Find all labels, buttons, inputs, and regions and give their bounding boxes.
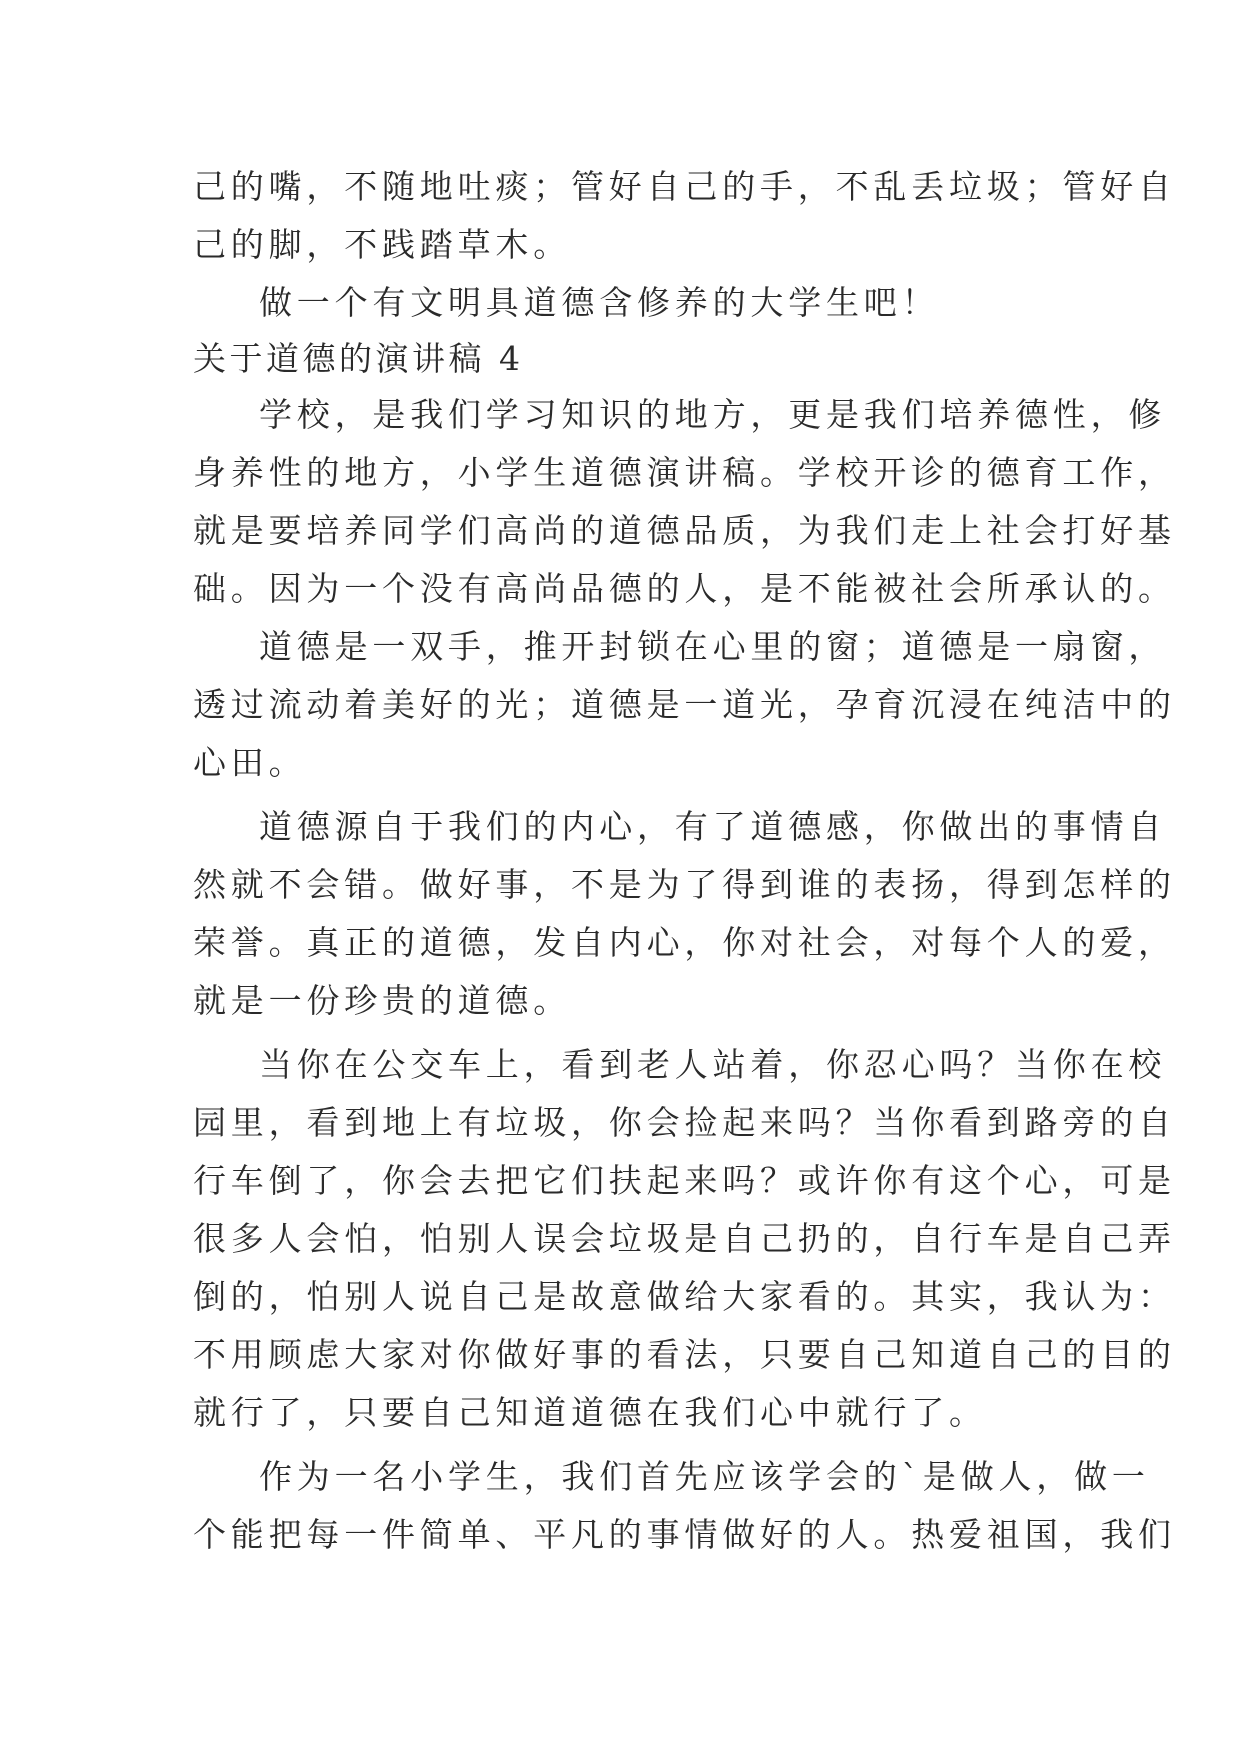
- text-line: 础。因为一个没有高尚品德的人，是不能被社会所承认的。: [193, 569, 1176, 608]
- text-line: 当你在公交车上，看到老人站着，你忍心吗？当你在校: [259, 1045, 1167, 1084]
- text-line: 己的嘴，不随地吐痰；管好自己的手，不乱丢垃圾；管好自: [193, 167, 1176, 206]
- text-line: 道德源自于我们的内心，有了道德感，你做出的事情自: [259, 807, 1167, 846]
- text-line: 不用顾虑大家对你做好事的看法，只要自己知道自己的目的: [193, 1335, 1176, 1374]
- text-line: 心田。: [193, 743, 307, 782]
- text-line: 学校，是我们学习知识的地方，更是我们培养德性，修: [259, 395, 1167, 434]
- text-line: 就是要培养同学们高尚的道德品质，为我们走上社会打好基: [193, 511, 1176, 550]
- text-line: 就是一份珍贵的道德。: [193, 981, 571, 1020]
- text-line: 道德是一双手，推开封锁在心里的窗；道德是一扇窗，: [259, 627, 1167, 666]
- text-line: 做一个有文明具道德含修养的大学生吧！: [259, 283, 940, 322]
- text-line: 行车倒了，你会去把它们扶起来吗？或许你有这个心，可是: [193, 1161, 1176, 1200]
- text-line: 就行了，只要自己知道道德在我们心中就行了。: [193, 1393, 987, 1432]
- text-line: 倒的，怕别人说自己是故意做给大家看的。其实，我认为：: [193, 1277, 1176, 1316]
- document-page: [193, 158, 1176, 1564]
- text-line: 园里，看到地上有垃圾，你会捡起来吗？当你看到路旁的自: [193, 1103, 1176, 1142]
- text-line: 然就不会错。做好事，不是为了得到谁的表扬，得到怎样的: [193, 865, 1176, 904]
- text-line: 己的脚，不践踏草木。: [193, 225, 571, 264]
- text-line: 作为一名小学生，我们首先应该学会的`是做人，做一: [259, 1457, 1150, 1496]
- text-line: 荣誉。真正的道德，发自内心，你对社会，对每个人的爱，: [193, 923, 1176, 962]
- section-heading: 关于道德的演讲稿 4: [193, 339, 524, 378]
- text-line: 身养性的地方，小学生道德演讲稿。学校开诊的德育工作，: [193, 453, 1176, 492]
- document-body: [193, 158, 1176, 1564]
- text-line: 个能把每一件简单、平凡的事情做好的人。热爱祖国，我们: [193, 1515, 1176, 1554]
- text-line: 透过流动着美好的光；道德是一道光，孕育沉浸在纯洁中的: [193, 685, 1176, 724]
- text-line: 很多人会怕，怕别人误会垃圾是自己扔的，自行车是自己弄: [193, 1219, 1176, 1258]
